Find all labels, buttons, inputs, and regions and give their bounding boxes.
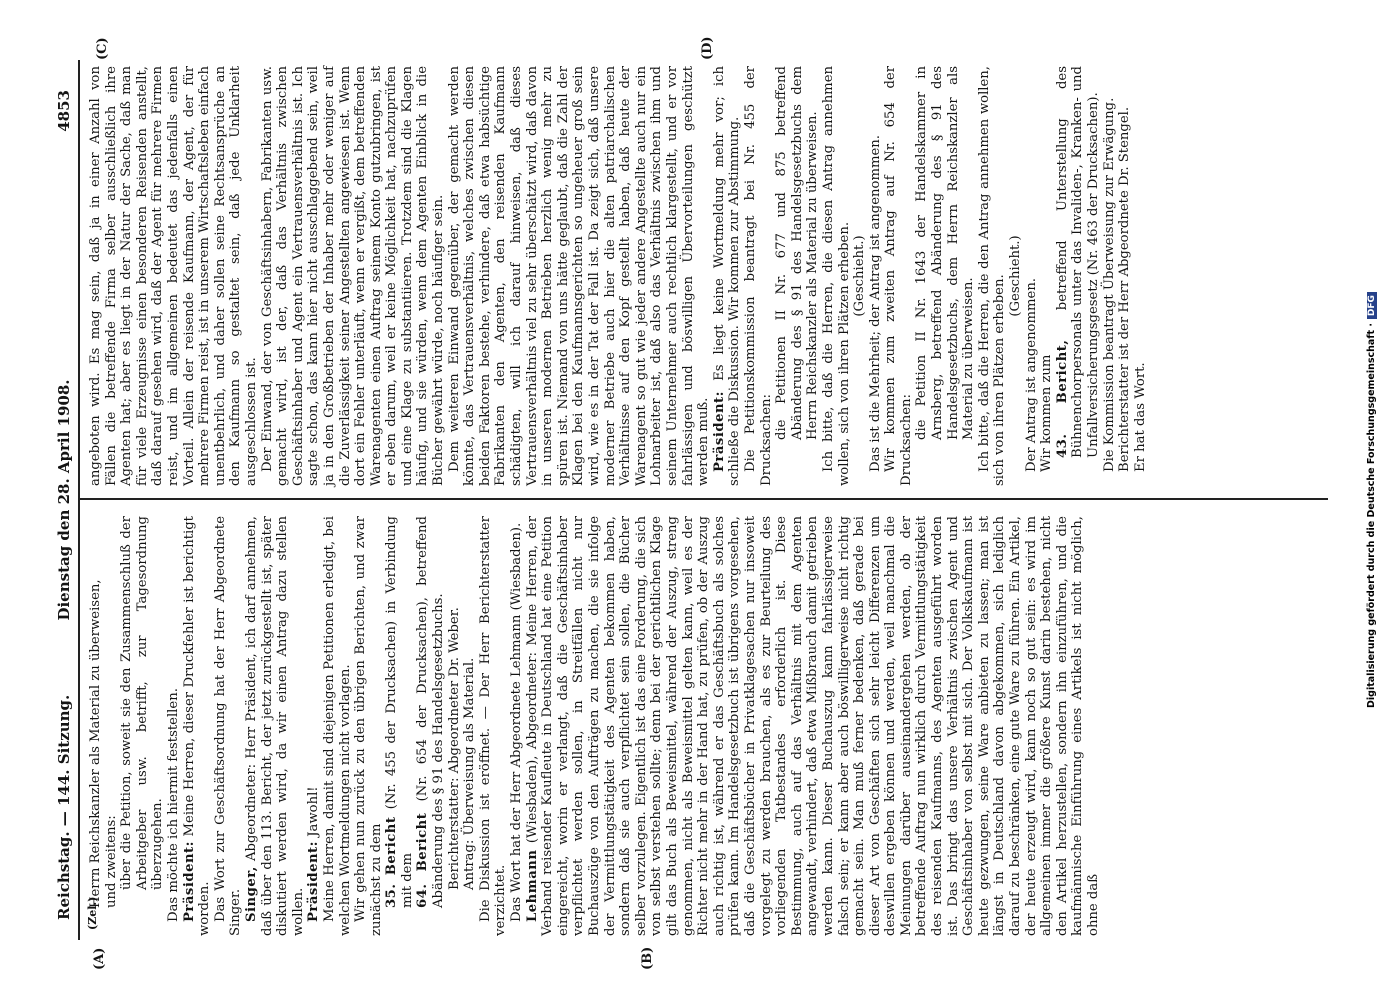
paragraph bbox=[88, 66, 260, 486]
header-date: Dienstag den 28. April 1908. bbox=[55, 379, 73, 621]
paragraph bbox=[244, 516, 306, 936]
paragraph-text: Wir kommen zum zweiten Antrag auf Nr. 654 der Drucksachen: bbox=[883, 66, 914, 486]
paragraph bbox=[462, 516, 478, 936]
header-left: Reichstag. — 144. Sitzung. bbox=[55, 694, 73, 920]
paragraph-text: Der Antrag ist angenommen. bbox=[1023, 277, 1039, 472]
paragraph-text: Wir kommen zum bbox=[1039, 354, 1055, 472]
margin-letter-b: (B) bbox=[640, 946, 655, 970]
paragraph-text: angeboten wird. Es mag sein, daß ja in einer Anzahl von Fällen die betreffende Firma selber ausschließlich ihre Agenten hat; aber es liegt in der Natur der Sache, daß man für viele Erzeugnisse einen besonderen Reisenden anstellt, daß darauf gesehen wird, daß der Agent für mehrere Firmen reist, und im allgemeinen bedeutet das jedenfalls einen Vorteil. Allein der reisende Kaufmann, der Agent, der für mehrere Firmen reist, ist in unserem Wirtschaftsleben einfach unentbehrlich, und daher sollen seine Rechtsansprüche an den Kaufmann so gestaltet sein, daß jede Unklarheit ausgeschlossen ist. bbox=[88, 66, 259, 486]
paragraph-text: und zweitens: bbox=[103, 815, 119, 908]
paragraph-text: (Geschieht.) bbox=[1008, 235, 1024, 317]
paragraph-text: Das Wort hat der Herr Abgeordnete Lehmann (Wiesbaden). bbox=[509, 522, 525, 922]
paragraph bbox=[821, 66, 852, 486]
paragraph bbox=[852, 66, 868, 486]
paragraph bbox=[977, 66, 1008, 486]
paragraph bbox=[774, 66, 821, 486]
margin-letter-d: (D) bbox=[700, 36, 715, 60]
paragraph bbox=[1102, 66, 1118, 486]
column-divider bbox=[78, 498, 1328, 500]
paragraph bbox=[119, 516, 166, 936]
paragraph bbox=[868, 66, 884, 486]
paragraph-text: Ich bitte, daß die Herren, die den Antrag annehmen wollen, sich von ihren Plätzen erheben. bbox=[976, 66, 1008, 486]
paragraph-text: Berichterstatter ist der Herr Abgeordnete Dr. Stengel. bbox=[1117, 106, 1133, 472]
paragraph bbox=[260, 66, 447, 486]
paragraph-text: Herrn Reichskanzler als Material zu überweisen, bbox=[88, 579, 103, 908]
paragraph bbox=[213, 516, 244, 936]
paragraph bbox=[914, 66, 976, 486]
paragraph-text: Das möchte ich hiermit feststellen. bbox=[165, 688, 181, 922]
dfg-logo: DFG bbox=[1367, 292, 1377, 319]
paragraph-text: die Petition II Nr. 1643 der Handelskammer in Arnsberg, betreffend Abänderung des § 91 des Handelsgesetzbuchs, dem Herrn Reichskanzler als Material zu überweisen. bbox=[914, 66, 977, 440]
paragraph-text: Die Diskussion ist eröffnet. — Der Herr Berichterstatter verzichtet. bbox=[477, 516, 509, 936]
paragraph-text: Jawohl! bbox=[306, 786, 322, 841]
paragraph-text: (Geschieht.) bbox=[852, 235, 868, 317]
paragraph-text: betreffend Unterstellung des Bühnenchorpersonals unter das Invaliden-, Kranken- und Unfallversicherungsgesetz (Nr. 463 der Drucksachen). bbox=[1054, 66, 1101, 458]
paragraph-text: Das Wort zur Geschäftsordnung hat der Herr Abgeordnete Singer. bbox=[212, 516, 244, 936]
margin-letter-c: (C) bbox=[95, 37, 110, 60]
paragraph-text: (Nr. 455 der Drucksachen) in Verbindung mit dem bbox=[384, 516, 415, 908]
paragraph-text: Meine Herren, damit sind diejenigen Petitionen erledigt, bei welchen Wortmeldungen nicht vorlagen. bbox=[321, 516, 353, 936]
column-label: (Zel.) bbox=[86, 896, 99, 930]
paragraph-text: (Wiesbaden), Abgeordneter: Meine Herren, der Verband reisender Kaufleute in Deutschland hat eine Petition eingereicht, worin er verlangt, daß die Geschäftsinhaber verpflichtet werden sollen, in Streitfällen nicht nur Buchauszüge von den Aufträgen zu machen, die sie infolge der Vermittlungstätigkeit des Agenten bekommen haben, sondern daß sie auch verpflichtet sein sollen, die Bücher selber vorzulegen. Eigentlich ist das eine Forderung, die sich von selbst verstehen sollte; denn bei der gerichtlichen Klage gilt das Buch als Beweismittel, während der Auszug, streng genommen, nicht als Beweismittel gelten kann, weil es der Richter nicht mehr in der Hand hat, zu prüfen, ob der Auszug auch richtig ist, während er das Geschäftsbuch als solches prüfen kann. Im Handelsgesetzbuch ist übrigens vorgesehen, daß die Geschäftsbücher in Privatklagesachen nur insoweit vorgelegt zu werden brauchen, als es zur Beurteilung des vorliegenden Tatbestandes erforderlich ist. Diese Bestimmung, auch auf das Verhältnis mit dem Agenten angewandt, verhindert, daß etwa Mißbrauch damit getrieben werden kann. Dieser Buchauszug kann fahrlässigerweise falsch sein; er kann aber auch böswilligerweise nicht richtig gemacht sein. Man muß ferner bedenken, daß gerade bei dieser Art von Geschäften sich sehr leicht Differenzen um deswillen ergeben können und werden, weil manchmal die Meinungen darüber auseinandergehen werden, ob der betreffende Auftrag nun wirklich durch Vermittlungstätigkeit des reisenden Kaufmanns, des Agenten ausgeführt worden ist. Das bringt das unsere Verhältnis zwischen Agent und Geschäftsinhaber von selbst mit sich. Der Volkskaufmann ist heute gezwungen, seine Ware anbieten zu lassen; man ist längst in Deutschland davon abgekommen, sich lediglich darauf zu beschränken, eine gute Ware zu führen. Ein Artikel, der heute erzeugt wird, kann noch so gut sein: es wird im allgemeinen immer die größere Kunst darin bestehen, nicht den Artikel herzustellen, sondern ihn einzuführen, und die kaufmännische Einführung eines Artikels ist nicht möglich, ohne daß bbox=[524, 516, 1101, 936]
paragraph-text: Er hat das Wort. bbox=[1132, 362, 1148, 472]
speaker-label: 64. Bericht bbox=[415, 812, 431, 908]
footer-text: Digitalisierung gefördert durch die Deutsche Forschungsgemeinschaft · bbox=[1366, 323, 1377, 708]
speaker-label: Präsident: bbox=[181, 840, 197, 922]
paragraph-text: Ich bitte, daß die Herren, die diesen Antrag annehmen wollen, sich von ihren Plätzen erheben. bbox=[820, 66, 852, 486]
margin-letter-a: (A) bbox=[92, 947, 107, 970]
text-column-left bbox=[88, 516, 1102, 936]
paragraph bbox=[509, 516, 525, 936]
paragraph bbox=[1024, 66, 1040, 486]
paragraph bbox=[384, 516, 415, 936]
paragraph bbox=[447, 66, 712, 486]
paragraph-text: Die Kommission beantragt Überweisung zur Erwägung. bbox=[1101, 97, 1117, 472]
paragraph-text: Die Petitionskommission beantragt bei Nr. 455 der Drucksachen: bbox=[742, 66, 774, 486]
speaker-label: Singer, bbox=[243, 866, 259, 922]
paragraph bbox=[182, 516, 213, 936]
paragraph bbox=[415, 516, 446, 936]
paragraph bbox=[712, 66, 743, 486]
paragraph bbox=[88, 516, 104, 936]
dfg-footer bbox=[1366, 0, 1377, 1000]
text-column-right bbox=[88, 66, 1148, 486]
paragraph bbox=[447, 516, 463, 936]
speaker-label: Präsident: bbox=[711, 390, 727, 472]
speaker-label: Lehmann bbox=[524, 849, 540, 922]
paragraph bbox=[1055, 66, 1102, 486]
paragraph bbox=[478, 516, 509, 936]
paragraph bbox=[1039, 66, 1055, 486]
paragraph bbox=[1133, 66, 1149, 486]
paragraph bbox=[306, 516, 322, 936]
speaker-label: Präsident: bbox=[306, 840, 322, 922]
paragraph bbox=[883, 66, 914, 486]
paragraph bbox=[1008, 66, 1024, 486]
paragraph-text: Meine Herren, dieser Druckfehler ist berichtigt worden. bbox=[181, 516, 213, 936]
paragraph-text: Es liegt keine Wortmeldung mehr vor; ich schließe die Diskussion. Wir kommen zur Abstimmung. bbox=[711, 66, 743, 486]
paragraph bbox=[1117, 66, 1133, 486]
paragraph-text: Berichterstatter: Abgeordneter Dr. Weber. bbox=[446, 607, 462, 890]
paragraph bbox=[743, 66, 774, 486]
paragraph bbox=[525, 516, 1102, 936]
paragraph-text: über die Petition, soweit sie den Zusammenschluß der Arbeitgeber usw. betrifft, zur Tagesordnung überzugehen. bbox=[119, 516, 166, 890]
paragraph-text: die Petitionen II Nr. 677 und 875 betreffend Abänderung des § 91 des Handelsgesetzbuchs dem Herrn Reichskanzler als Material zu überweisen. bbox=[774, 66, 821, 440]
paragraph bbox=[166, 516, 182, 936]
paragraph-text: Der Einwand, der von Geschäftsinhabern, Fabrikanten usw. gemacht wird, ist der, daß das Verhältnis zwischen Geschäftsinhaber und Agent ein Vertrauensverhältnis ist. Ich sagte schon, das kann hier nicht ausschlaggebend sein, weil ja in den Großbetrieben der Inhaber mehr oder weniger auf die Zuverlässigkeit seiner Angestellten angewiesen ist. Wenn dort ein Fehler unterläuft, wenn er vergißt, dem betreffenden Warenagenten einen Auftrag seinem Konto gutzubringen, ist er eben darum, weil er keine Möglichkeit hat, nachzuprüfen und eine Klage zu substantiieren. Trotzdem sind die Klagen häufig, und sie würden, wenn dem Agenten Einblick in die Bücher gewährt würde, noch häufiger sein. bbox=[259, 66, 447, 486]
speaker-label: 35. Bericht bbox=[384, 816, 400, 908]
paragraph bbox=[104, 516, 120, 936]
page-number: 4853 bbox=[55, 90, 73, 132]
paragraph-text: Dem weiteren Einwand gegenüber, der gemacht werden könnte, das Vertrauensverhältnis, welches zwischen diesen beiden Faktoren bestehe, verhindere, daß etwa habsüchtige Fabrikanten den Agenten, den reisenden Kaufmann schädigten, will ich darauf hinweisen, daß dieses Vertrauensverhältnis viel zu sehr überschätzt wird, daß davon in unseren modernen Betrieben herzlich wenig mehr zu spüren ist. Niemand von uns hätte geglaubt, daß die Zahl der Klagen bei den Kaufmannsgerichten so ungeheuer groß sein wird, wie es in der Tat der Fall ist. Da zeigt sich, daß unsere moderner Betriebe auch hier die alten patriarchalischen Verhältnisse auf den Kopf gestellt haben, daß heute der Warenagent so gut wie jeder andere Angestellte auch nur ein Lohnarbeiter ist, daß also das Verhältnis zwischen ihm und seinem Unternehmer auch rechtlich klargestellt, und er vor fahrlässigen und böswilligen Übervorteilungen geschützt werden muß. bbox=[446, 66, 712, 486]
paragraph bbox=[353, 516, 384, 936]
speaker-label: 43. Bericht, bbox=[1054, 339, 1070, 458]
paragraph-text: (Nr. 654 der Drucksachen), betreffend Abänderung des § 91 des Handelsgesetzbuchs. bbox=[415, 516, 447, 908]
paragraph-text: Wir gehen nun zurück zu den übrigen Berichten, und zwar zunächst zu dem bbox=[353, 516, 384, 936]
header-rule bbox=[78, 60, 80, 940]
paragraph-text: Antrag: Überweisung als Material. bbox=[462, 657, 478, 890]
paragraph-text: Abgeordneter: Herr Präsident, ich darf annehmen, daß über den 113. Bericht, der jetzt zurückgestellt ist, später diskutiert werden wird, da wir einen Antrag dazu stellen wollen. bbox=[243, 516, 306, 936]
paragraph bbox=[322, 516, 353, 936]
paragraph-text: Das ist die Mehrheit; der Antrag ist angenommen. bbox=[867, 135, 883, 472]
